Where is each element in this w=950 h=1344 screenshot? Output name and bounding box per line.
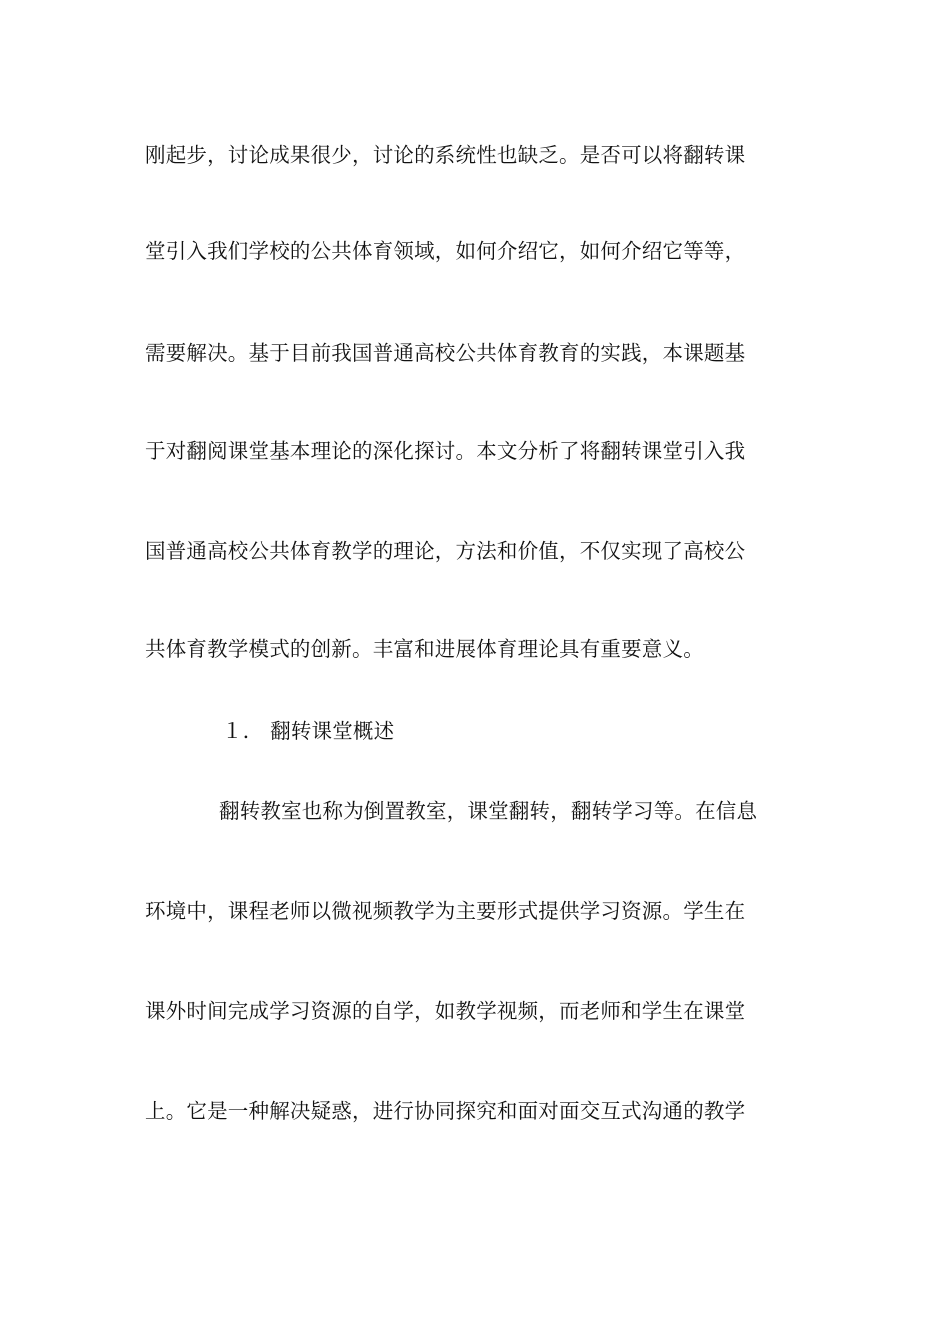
body-text-line: 需要解决。基于目前我国普通高校公共体育教育的实践，本课题基: [145, 341, 746, 365]
body-text-line: 上。它是一种解决疑惑，进行协同探究和面对面交互式沟通的教学: [145, 1099, 746, 1123]
body-text-line: 国普通高校公共体育教学的理论，方法和价值，不仅实现了高校公: [145, 539, 746, 563]
body-text-line: 环境中，课程老师以微视频教学为主要形式提供学习资源。学生在: [145, 899, 746, 923]
body-text-line: 课外时间完成学习资源的自学，如教学视频，而老师和学生在课堂: [145, 999, 746, 1023]
body-text-line: 共体育教学模式的创新。丰富和进展体育理论具有重要意义。: [145, 637, 704, 661]
section-heading: １． 翻转课堂概述: [222, 719, 395, 743]
body-text-line: 堂引入我们学校的公共体育领域，如何介绍它，如何介绍它等等，: [145, 239, 746, 263]
body-text-line: 刚起步，讨论成果很少，讨论的系统性也缺乏。是否可以将翻转课: [145, 143, 746, 167]
body-text-line: 于对翻阅课堂基本理论的深化探讨。本文分析了将翻转课堂引入我: [145, 439, 746, 463]
body-text-line: 翻转教室也称为倒置教室，课堂翻转，翻转学习等。在信息: [219, 799, 758, 823]
